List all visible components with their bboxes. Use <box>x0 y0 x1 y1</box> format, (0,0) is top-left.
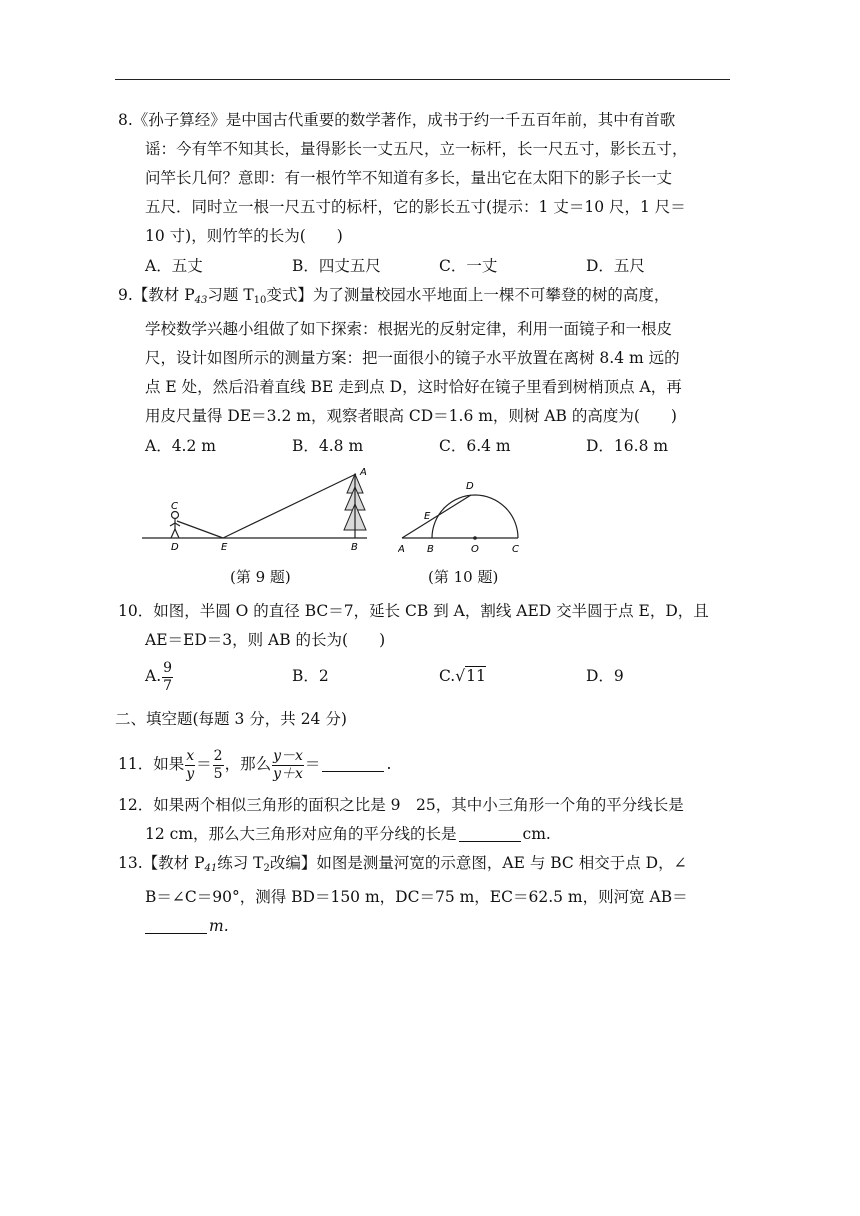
q9-line-5: 用皮尺量得 DE＝3.2 m，观察者眼高 CD＝1.6 m，则树 AB 的高度为( ) <box>145 407 677 425</box>
fig9-ray-ce <box>177 521 223 538</box>
q9-rest: 变式】为了测量校园水平地面上一棵不可攀登的树的高度， <box>266 286 670 304</box>
q8-line-3: 问竿长几何？意即：有一根竹竿不知道有多长，量出它在太阳下的影子长一丈 <box>145 169 673 187</box>
q11-mid: ，那么 <box>224 755 272 773</box>
q10-a-numerator: 9 <box>163 659 173 676</box>
fig10-secant-aed <box>402 495 471 538</box>
question-13 <box>118 849 733 941</box>
fig9-observer-head <box>172 512 179 519</box>
figure-10-diagram <box>398 469 538 563</box>
q13-line-2: B＝∠C＝90°，测得 BD＝150 m，DC＝75 m，EC＝62.5 m，则河宽 AB＝ <box>145 888 688 906</box>
fig9-label-b: B <box>351 542 358 553</box>
q9-line-4: 点 E 处，然后沿着直线 BE 走到点 D，这时恰好在镜子里看到树梢顶点 A，再 <box>145 378 682 396</box>
q11-f1-num: x <box>186 747 195 764</box>
q11-answer-blank[interactable] <box>322 755 384 772</box>
q9-mid: 习题 T <box>207 286 254 304</box>
figure-10-caption: (第 10 题) <box>428 568 499 586</box>
q10-line-2: AE＝ED＝3，则 AB 的长为( ) <box>145 631 386 649</box>
q11-equals-2: ＝ <box>304 755 321 773</box>
fig9-observer-leg-2 <box>175 529 179 538</box>
q9-option-b: B．4.8 m <box>292 437 364 455</box>
q12-answer-blank[interactable] <box>459 825 521 842</box>
q8-line-4: 五尺．同时立一根一尺五寸的标杆，它的影长五寸(提示：1 丈＝10 尺，1 尺＝ <box>145 198 686 216</box>
fig9-observer-arm-2 <box>175 523 180 526</box>
q13-page-sub: 41 <box>204 863 218 874</box>
q8-line-2: 谣：今有竿不知其长，量得影长一丈五尺，立一标杆，长一尺五寸，影长五寸， <box>145 140 688 158</box>
q11-fraction-25 <box>213 748 224 783</box>
q13-unit: m. <box>209 917 229 935</box>
figure-9-diagram <box>142 465 382 563</box>
q9-line-1 <box>118 281 733 315</box>
section-2-heading: 二、填空题(每题 3 分，共 24 分) <box>115 710 347 728</box>
q9-options <box>118 432 733 461</box>
q9-option-a: A．4.2 m <box>145 437 216 455</box>
fig10-center-o <box>473 536 477 540</box>
figures-row <box>118 465 733 593</box>
q10-option-c: C.√11 <box>439 667 486 685</box>
header-rule <box>115 79 730 80</box>
q10-option-c-prefix: C. <box>439 667 456 685</box>
question-12 <box>118 791 733 849</box>
q9-line-3: 尺，设计如图所示的测量方案：把一面很小的镜子水平放置在离树 8.4 m 远的 <box>145 349 680 367</box>
q9-option-d: D．16.8 m <box>586 437 669 455</box>
q10-option-b: B．2 <box>292 667 329 685</box>
question-11 <box>118 743 733 785</box>
q13-task-sub: 2 <box>263 863 270 874</box>
q11-f3-den: y＋x <box>273 765 303 782</box>
q10-options <box>118 656 733 696</box>
q8-line-1: 8.《孙子算经》是中国古代重要的数学著作，成书于约一千五百年前，其中有首歌 <box>118 111 676 129</box>
fig9-label-a: A <box>360 467 367 478</box>
q9-option-c: C．6.4 m <box>439 437 511 455</box>
q11-fraction-expr <box>272 748 304 783</box>
q13-line-1 <box>118 849 733 883</box>
q11-f2-den: 5 <box>213 765 223 782</box>
q9-task-sub: 10 <box>253 295 267 306</box>
q10-option-a-fraction <box>162 660 173 695</box>
fig9-label-c: C <box>171 501 178 512</box>
q8-option-c: C．一丈 <box>439 257 498 275</box>
q11-suffix: . <box>386 755 392 773</box>
q8-options <box>118 252 733 281</box>
q13-prefix: 13.【教材 P <box>118 854 205 872</box>
q10-line-1: 10．如图，半圆 O 的直径 BC＝7，延长 CB 到 A，割线 AED 交半圆于点 E，D，且 <box>118 602 709 620</box>
q13-rest: 改编】如图是测量河宽的示意图，AE 与 BC 相交于点 D，∠ <box>269 854 687 872</box>
figure-9-caption: (第 9 题) <box>230 568 291 586</box>
fig9-label-e: E <box>221 542 228 553</box>
q13-mid: 练习 T <box>217 854 264 872</box>
fig9-tree <box>344 474 366 538</box>
q12-line-2-text: 12 cm，那么大三角形对应角的平分线的长是 <box>145 825 457 843</box>
q10-option-c-radicand: 11 <box>466 667 486 685</box>
q12-line-1: 12．如果两个相似三角形的面积之比是 9 25，其中小三角形一个角的平分线长是 <box>118 796 684 814</box>
fig10-label-d: D <box>466 481 474 492</box>
q11-equals: ＝ <box>196 755 212 773</box>
q11-prefix: 11．如果 <box>118 755 185 773</box>
question-10 <box>118 597 733 696</box>
fig10-label-b: B <box>427 544 434 555</box>
q8-line-5: 10 寸)，则竹竿的长为( ) <box>145 227 343 245</box>
exam-page <box>115 106 733 941</box>
fig10-semicircle <box>432 495 518 538</box>
q10-a-denominator: 7 <box>163 677 173 694</box>
q12-line-2 <box>118 820 733 849</box>
q8-option-b: B．四丈五尺 <box>292 257 381 275</box>
q9-line-2: 学校数学兴趣小组做了如下探索：根据光的反射定律，利用一面镜子和一根皮 <box>145 320 673 338</box>
fig9-observer-arm <box>170 523 175 526</box>
fig10-label-o: O <box>471 544 479 555</box>
q11-f2-num: 2 <box>213 747 223 764</box>
question-9 <box>118 281 733 461</box>
q13-answer-blank[interactable] <box>145 917 207 934</box>
q12-unit: cm. <box>522 825 551 843</box>
fig10-label-e: E <box>424 511 431 522</box>
q10-option-a-prefix: A. <box>145 667 162 685</box>
fig9-ray-ea <box>223 474 356 538</box>
q11-f1-den: y <box>186 765 195 782</box>
question-8 <box>118 106 733 281</box>
q8-option-a: A．五丈 <box>145 257 203 275</box>
q9-prefix: 9.【教材 P <box>118 286 195 304</box>
q8-option-d: D．五尺 <box>586 257 645 275</box>
fig9-label-d: D <box>171 542 179 553</box>
q11-f3-num: y－x <box>273 747 303 764</box>
fig10-label-c: C <box>512 544 519 555</box>
fig10-label-a: A <box>398 544 405 555</box>
q13-line-3 <box>118 912 733 941</box>
fig9-observer-leg <box>171 529 175 538</box>
q10-option-a <box>145 656 292 696</box>
q10-option-d: D．9 <box>586 667 624 685</box>
q11-fraction-xy <box>185 748 195 783</box>
q9-page-sub: 43 <box>194 295 208 306</box>
